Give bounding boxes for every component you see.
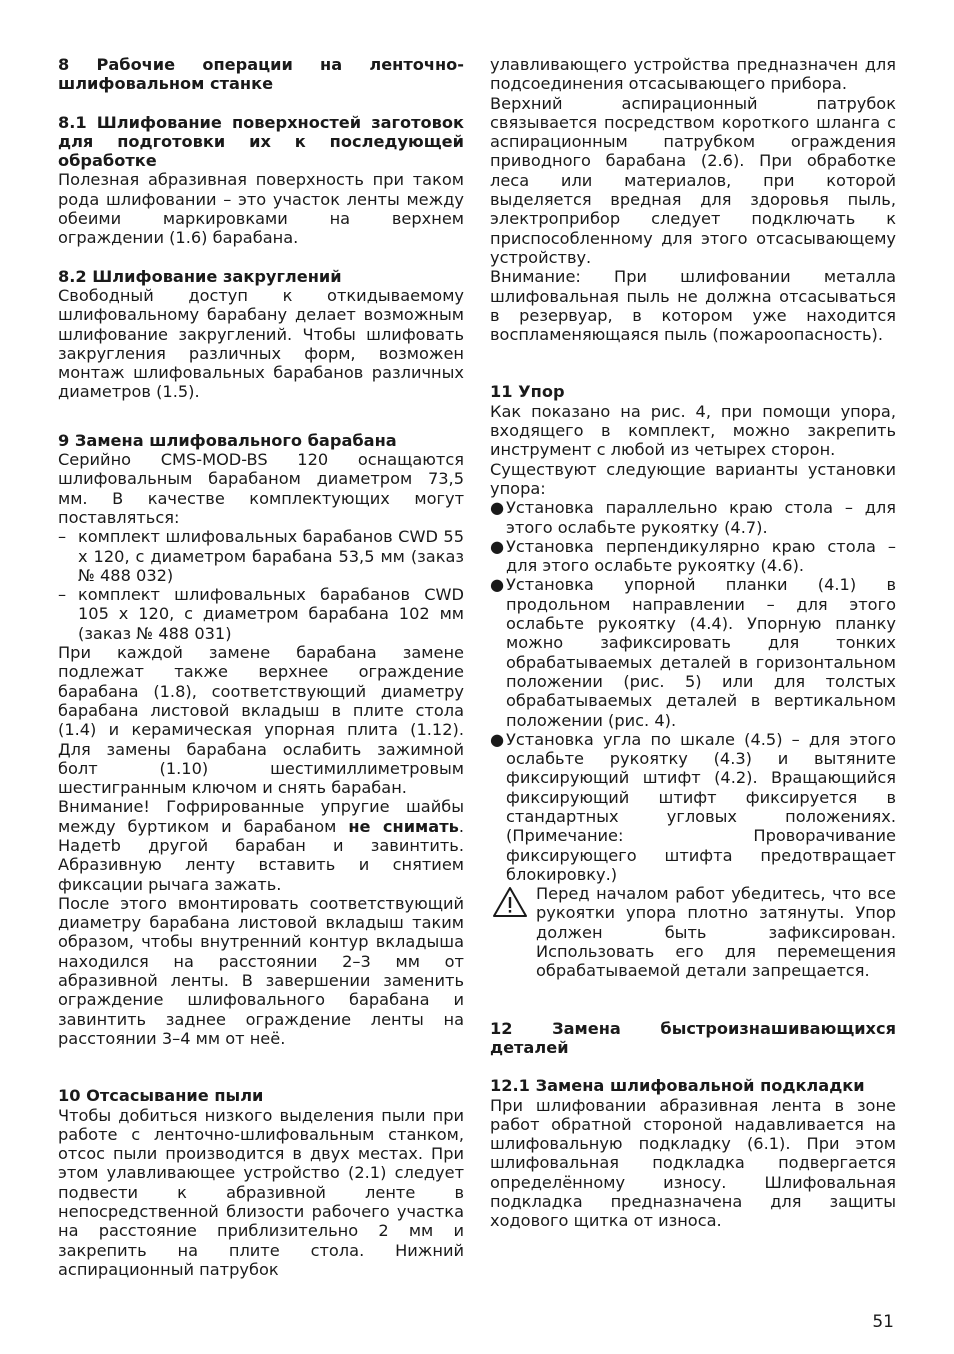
section-9-intro: Серийно CMS-MOD-BS 120 оснащаются шлифовальным барабаном диаметром 73,5 мм. В качестве комплектующих могут поставляться:: [58, 450, 464, 527]
section-8-title: 8 Рабочие операции на ленточно-шлифовальном станке: [58, 55, 464, 94]
left-column: [58, 55, 464, 1279]
list-item-text: Установка перпендикулярно краю стола – для этого ослабьте рукоятку (4.6).: [506, 536, 896, 576]
section-10-paragraph-3: Внимание: При шлифовании металла шлифовальная пыль не должна отсасываться в резервуар, в котором уже находится воспламеняющаяся пыль (пожароопасность).: [490, 267, 896, 345]
section-10-continuation: улавливающего устройства предназначен для подсоединения отсасывающего прибора.: [490, 55, 896, 94]
section-8-2-title: 8.2 Шлифование закруглений: [58, 266, 342, 286]
section-10-text: Чтобы добиться низкого выделения пыли при работе с ленточно-шлифовальным станком, отсос пыли производится в двух местах. При этом улавливающее устройство (2.1) следует подвести к абразивной ленте в непосредственной близости рабочего участка на расстояние приблизительно 2 мм и закрепить на плите стола. Нижний аспирационный патрубок: [58, 1105, 464, 1279]
warning-triangle-icon: [492, 886, 528, 918]
list-item: [490, 537, 896, 576]
section-8-1-text: Полезная абразивная поверхность при таком рода шлифовании – это участок ленты между обеими маркировками на верхнем ограждении (1.6) барабана.: [58, 170, 464, 248]
right-column: [490, 55, 896, 1231]
list-item-text: Установка упорной планки (4.1) в продольном направлении – для этого ослабьте рукоятку (4.4). Упорную планку можно зафиксировать для тонких обрабатываемых деталей в горизонтальном положении (рис. 5) или для толстых обрабатываемых деталей в вертикальном положении (рис. 4).: [506, 575, 896, 730]
attention-text-cont: . Надетb другой барабан и завинтить. Абразивную ленту вставить и снятием фиксации рычага зажать.: [58, 816, 464, 894]
list-item-text: Установка угла по шкале (4.5) – для этого ослабьте рукоятку (4.3) и вытяните фиксирующий штифт (4.2). Вращающийся фиксирующий штифт фиксируется в стандартных угловых положениях. (Примечание: Проворачивание фиксирующего штифта предотвращает блокировку.): [506, 729, 896, 884]
section-9-list: [58, 527, 464, 643]
section-12-title: 12 Замена быстроизнашивающихся деталей: [490, 1018, 896, 1057]
list-item: [490, 730, 896, 884]
section-9-title: 9 Замена шлифовального барабана: [58, 430, 397, 450]
section-9-paragraph-1: При каждой замене барабана замене подлежат также верхнее ограждение барабана (1.8), соответствующий диаметру барабана листовой вкладыш в плите стола (1.4) и керамическая упорная плита (1.12). Для замены барабана ослабить зажимной болт (1.10) шестимиллиметровым шестигранным ключом и снять барабан.: [58, 643, 464, 798]
bullet-marker: ●: [490, 729, 505, 749]
section-9-paragraph-2: [58, 797, 464, 893]
section-11-title: 11 Упор: [490, 382, 565, 402]
section-12-1-title: 12.1 Замена шлифовальной подкладки: [490, 1076, 865, 1096]
attention-text: Внимание! Гофрированные упругие шайбы между буртиком и барабаном: [58, 797, 464, 836]
warning-note: [490, 884, 896, 980]
list-item: [58, 585, 464, 643]
warning-text: Перед началом работ убедитесь, что все рукоятки упора плотно затянуты. Упор должен быть зафиксирован. Использовать его для перемещения обрабатываемой детали запрещается.: [536, 884, 896, 981]
dash-marker: –: [58, 527, 67, 547]
bullet-marker: ●: [490, 575, 505, 595]
list-item-text: комплект шлифовальных барабанов CWD 55 x 120, с диаметром барабана 53,5 мм (заказ № 488 032): [78, 527, 464, 585]
list-item: [490, 575, 896, 729]
section-11-list: [490, 498, 896, 884]
bullet-marker: ●: [490, 498, 505, 518]
section-11-paragraph-1: Как показано на рис. 4, при помощи упора, входящего в комплект, можно закрепить инструмент с любой из четырех сторон.: [490, 401, 896, 460]
dash-marker: –: [58, 585, 67, 605]
emphasis-do-not-remove: не снимать: [348, 816, 459, 836]
list-item-text: комплект шлифовальных барабанов CWD 105 x 120, с диаметром барабана 102 мм (заказ № 488 031): [78, 585, 464, 643]
section-10-title: 10 Отсасывание пыли: [58, 1086, 264, 1106]
section-12-1-text: При шлифовании абразивная лента в зоне работ обратной стороной надавливается на шлифовальную подкладку (6.1). При этом шлифовальная подкладка подвергается определённому износу. Шлифовальная подкладка предназначена для защиты ходового щитка от износа.: [490, 1095, 896, 1231]
section-11-paragraph-2: Существуют следующие варианты установки упора:: [490, 459, 896, 498]
list-item: [490, 498, 896, 537]
list-item: [58, 527, 464, 585]
list-item-text: Установка параллельно краю стола – для этого ослабьте рукоятку (4.7).: [506, 498, 896, 537]
bullet-marker: ●: [490, 536, 505, 556]
section-10-paragraph-2: Верхний аспирационный патрубок связывается посредством короткого шланга с аспирационным патрубком ограждения приводного барабана (2.6). При обработке леса или материалов, при которой выделяется вредная для здоровья пыль, электроприбор следует подключать к приспособленному для этого отсасывающему устройству.: [490, 93, 896, 267]
section-8-1-title: 8.1 Шлифование поверхностей заготовок для подготовки их к последующей обработке: [58, 112, 464, 171]
section-9-paragraph-3: После этого вмонтировать соответствующий диаметру барабана листовой вкладыш таким образом, чтобы внутренний контур вкладыша находился на расстоянии 2–3 мм от абразивной ленты. В завершении заменить ограждение шлифовального барабана и завинтить заднее ограждение ленты на расстоянии 3–4 мм от неё.: [58, 893, 464, 1048]
section-8-2-text: Свободный доступ к откидываемому шлифовальному барабану делает возможным шлифование закруглений. Чтобы шлифовать закругления различных форм, возможен монтаж шлифовальных барабанов различных диаметров (1.5).: [58, 285, 464, 402]
page-number: 51: [872, 1312, 894, 1332]
